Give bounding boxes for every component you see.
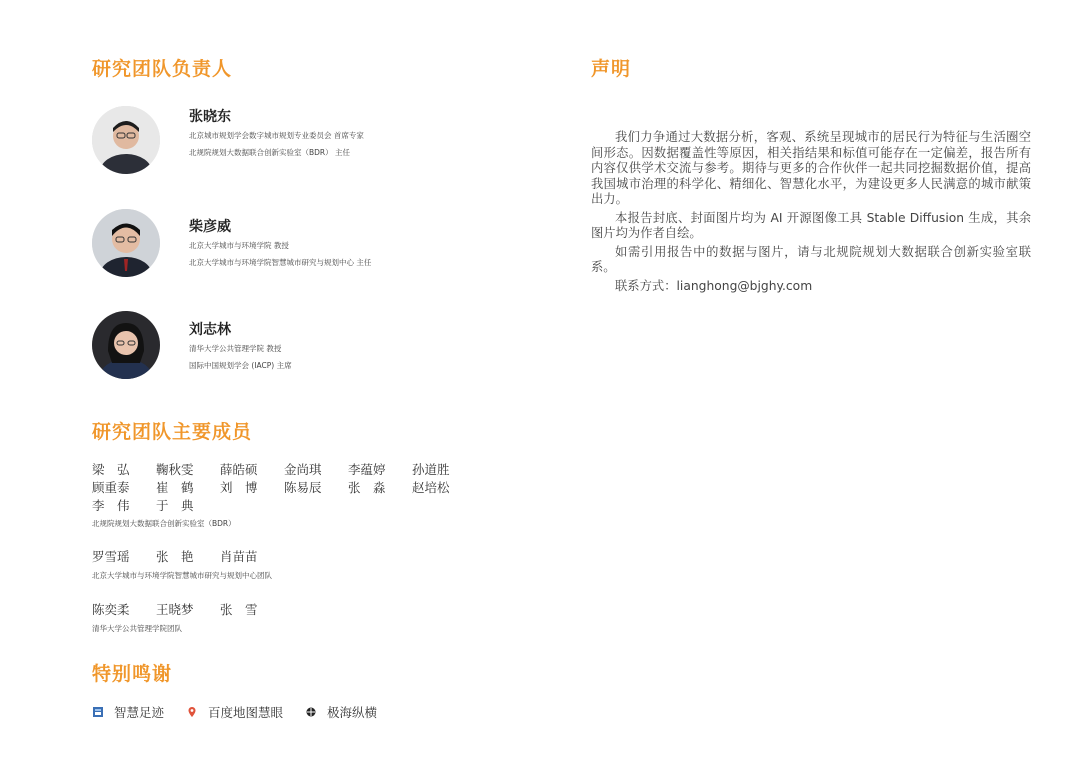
member-name: 赵培松 [412,480,450,495]
leader-title-line: 清华大学公共管理学院 教授 [189,344,282,353]
member-name: 肖苗苗 [220,549,258,564]
member-name: 金尚琪 [284,462,322,477]
thanks-section-title: 特别鸣谢 [92,663,173,685]
statement-paragraph: 本报告封底、封面图片均为 AI 开源图像工具 Stable Diffusion 生成，其余图片均为作者自绘。 [591,210,1031,240]
member-name: 刘 博 [220,480,258,495]
thanks-list [92,703,399,721]
map-pin-icon [186,706,198,718]
avatar [92,311,160,379]
member-name: 张 雪 [220,602,258,617]
statement-paragraph: 我们力争通过大数据分析，客观、系统呈现城市的居民行为特征与生活圈空间形态。因数据覆盖性等原因，相关指结果和标值可能存在一定偏差，报告所有内容仅供学术交流与参考。期待与更多的合作伙伴一起共同挖掘数据价值，提高我国城市治理的科学化、精细化、智慧化水平，为建设更多人民满意的城市献策出力。 [591,130,1031,206]
member-name: 孙道胜 [412,462,450,477]
member-name: 李蕴婷 [348,462,386,477]
member-name: 于 典 [156,498,194,513]
member-group-org: 北京大学城市与环境学院智慧城市研究与规划中心团队 [92,571,272,580]
member-group [92,460,476,514]
leaders-section-title: 研究团队负责人 [92,58,233,80]
member-row [92,600,284,618]
member-row [92,478,476,496]
leader-title-line: 国际中国规划学会 (IACP) 主席 [189,361,292,370]
leader-title-line: 北京城市规划学会数字城市规划专业委员会 首席专家 [189,131,364,140]
leader-name: 柴彦威 [189,219,231,235]
member-row [92,460,476,478]
member-name: 李 伟 [92,498,130,513]
statement-contact: 联系方式：lianghong@bjghy.com [615,278,813,293]
thanks-item [305,703,377,721]
member-name: 张 艳 [156,549,194,564]
geohey-logo-icon [305,706,317,718]
leader-title-line: 北规院规划大数据联合创新实验室（BDR） 主任 [189,148,351,157]
member-row [92,547,284,565]
leader-title-line: 北京大学城市与环境学院智慧城市研究与规划中心 主任 [189,258,372,267]
thanks-label: 智慧足迹 [114,705,165,720]
leader-title-line: 北京大学城市与环境学院 教授 [189,241,289,250]
member-group-org: 北规院规划大数据联合创新实验室（BDR） [92,519,236,528]
member-row [92,496,476,514]
member-name: 罗雪瑶 [92,549,130,564]
thanks-label: 百度地图慧眼 [208,705,284,720]
leader-name: 刘志林 [189,322,231,338]
member-name: 陈奕柔 [92,602,130,617]
thanks-item [92,703,164,721]
statement-title: 声明 [591,58,632,80]
statement-body [591,130,1031,297]
member-name: 鞠秋雯 [156,462,194,477]
thanks-item [186,703,283,721]
member-name: 顾重泰 [92,480,130,495]
member-group [92,547,284,565]
members-section-title: 研究团队主要成员 [92,421,253,443]
avatar [92,106,160,174]
member-name: 崔 鹤 [156,480,194,495]
leader-name: 张晓东 [189,109,231,125]
member-group-org: 清华大学公共管理学院团队 [92,624,182,633]
member-name: 张 淼 [348,480,386,495]
member-name: 薛皓硕 [220,462,258,477]
member-name: 陈易辰 [284,480,322,495]
footprint-logo-icon [92,706,104,718]
member-group [92,600,284,618]
avatar [92,209,160,277]
member-name: 梁 弘 [92,462,130,477]
thanks-label: 极海纵横 [327,705,378,720]
member-name: 王晓梦 [156,602,194,617]
statement-paragraph: 如需引用报告中的数据与图片，请与北规院规划大数据联合创新实验室联系。 [591,244,1031,274]
